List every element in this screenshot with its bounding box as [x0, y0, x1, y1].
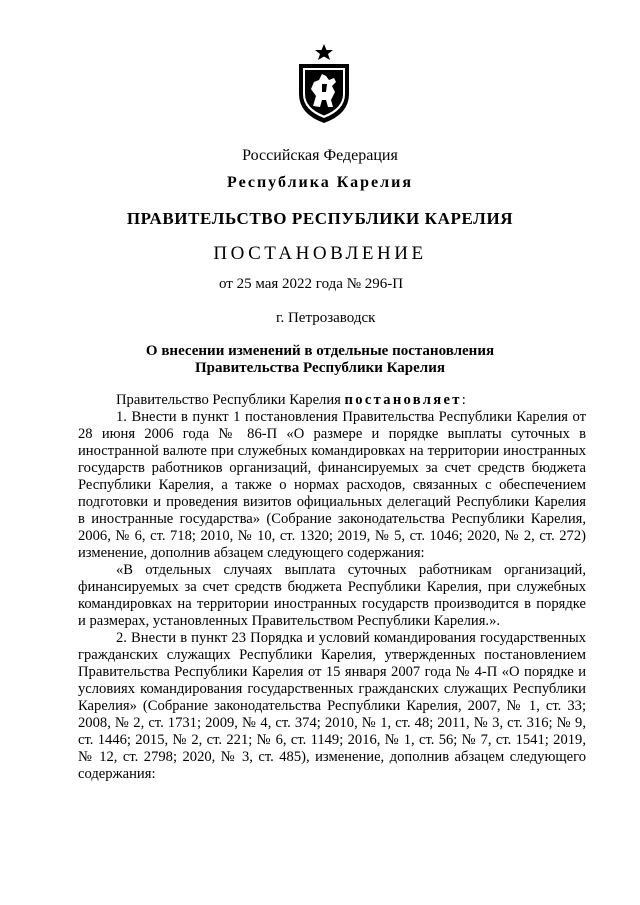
republic-name: Республика Карелия: [227, 174, 413, 191]
subject-line-1: О внесении изменений в отдельные постановления: [145, 343, 495, 359]
item-1-quote: «В отдельных случаях выплата суточных работникам организаций, финансируемых за счет средств бюджета Республики Карелия, при служебных командировках на территории иностранных государств производится в порядке и размерах, установленных Правительством Республики Карелия.».: [78, 562, 586, 629]
item-2: 2. Внести в пункт 23 Порядка и условий командирования государственных гражданских служащих Республики Карелия, утвержденных постановлением Правительства Республики Карелия от 15 января 2007 года № 4-П «О порядке и условиях командирования государственных гражданских служащих Республики Карелия» (Собрание законодательства Республики Карелия, 2007, № 1, ст. 33; 2008, № 2, ст. 1731; 2009, № 4, ст. 374; 2010, № 1, ст. 48; 2011, № 3, ст. 316; № 9, ст. 1446; 2015, № 2, ст. 221; № 6, ст. 1149; 2016, № 1, ст. 56; № 7, ст. 1541; 2019, № 12, ст. 2798; 2020, № 3, ст. 485), изменение, дополнив абзацем следующего содержания:: [78, 630, 586, 782]
karelia-coat-of-arms-icon: [296, 44, 352, 124]
document-body: [78, 392, 586, 783]
preamble-end: :: [461, 392, 466, 408]
city: г. Петрозаводск: [276, 310, 376, 326]
country-name: Российская Федерация: [242, 147, 398, 164]
preamble-start: Правительство Республики Карелия: [116, 392, 345, 408]
subject-line-2: Правительства Республики Карелия: [195, 360, 445, 376]
government-title: ПРАВИТЕЛЬСТВО РЕСПУБЛИКИ КАРЕЛИЯ: [126, 209, 514, 228]
preamble: [78, 392, 586, 409]
document-subject: [0, 343, 640, 377]
date-number: от 25 мая 2022 года № 296-П: [219, 276, 404, 292]
document-type: ПОСТАНОВЛЕНИЕ: [213, 243, 427, 264]
preamble-verb: постановляет: [344, 392, 462, 408]
item-1: 1. Внести в пункт 1 постановления Правительства Республики Карелия от 28 июня 2006 года № 86-П «О размере и порядке выплаты суточных в иностранной валюте при служебных командировках на территории иностранных государств работников организаций, финансируемых за счет средств бюджета Республики Карелия, а также о нормах расходов, связанных с обеспечением подготовки и проведения визитов официальных делегаций Республики Карелия в иностранные государства» (Собрание законодательства Республики Карелия, 2006, № 6, ст. 718; 2010, № 10, ст. 1320; 2019, № 5, ст. 1046; 2020, № 2, ст. 272) изменение, дополнив абзацем следующего содержания:: [78, 409, 586, 561]
